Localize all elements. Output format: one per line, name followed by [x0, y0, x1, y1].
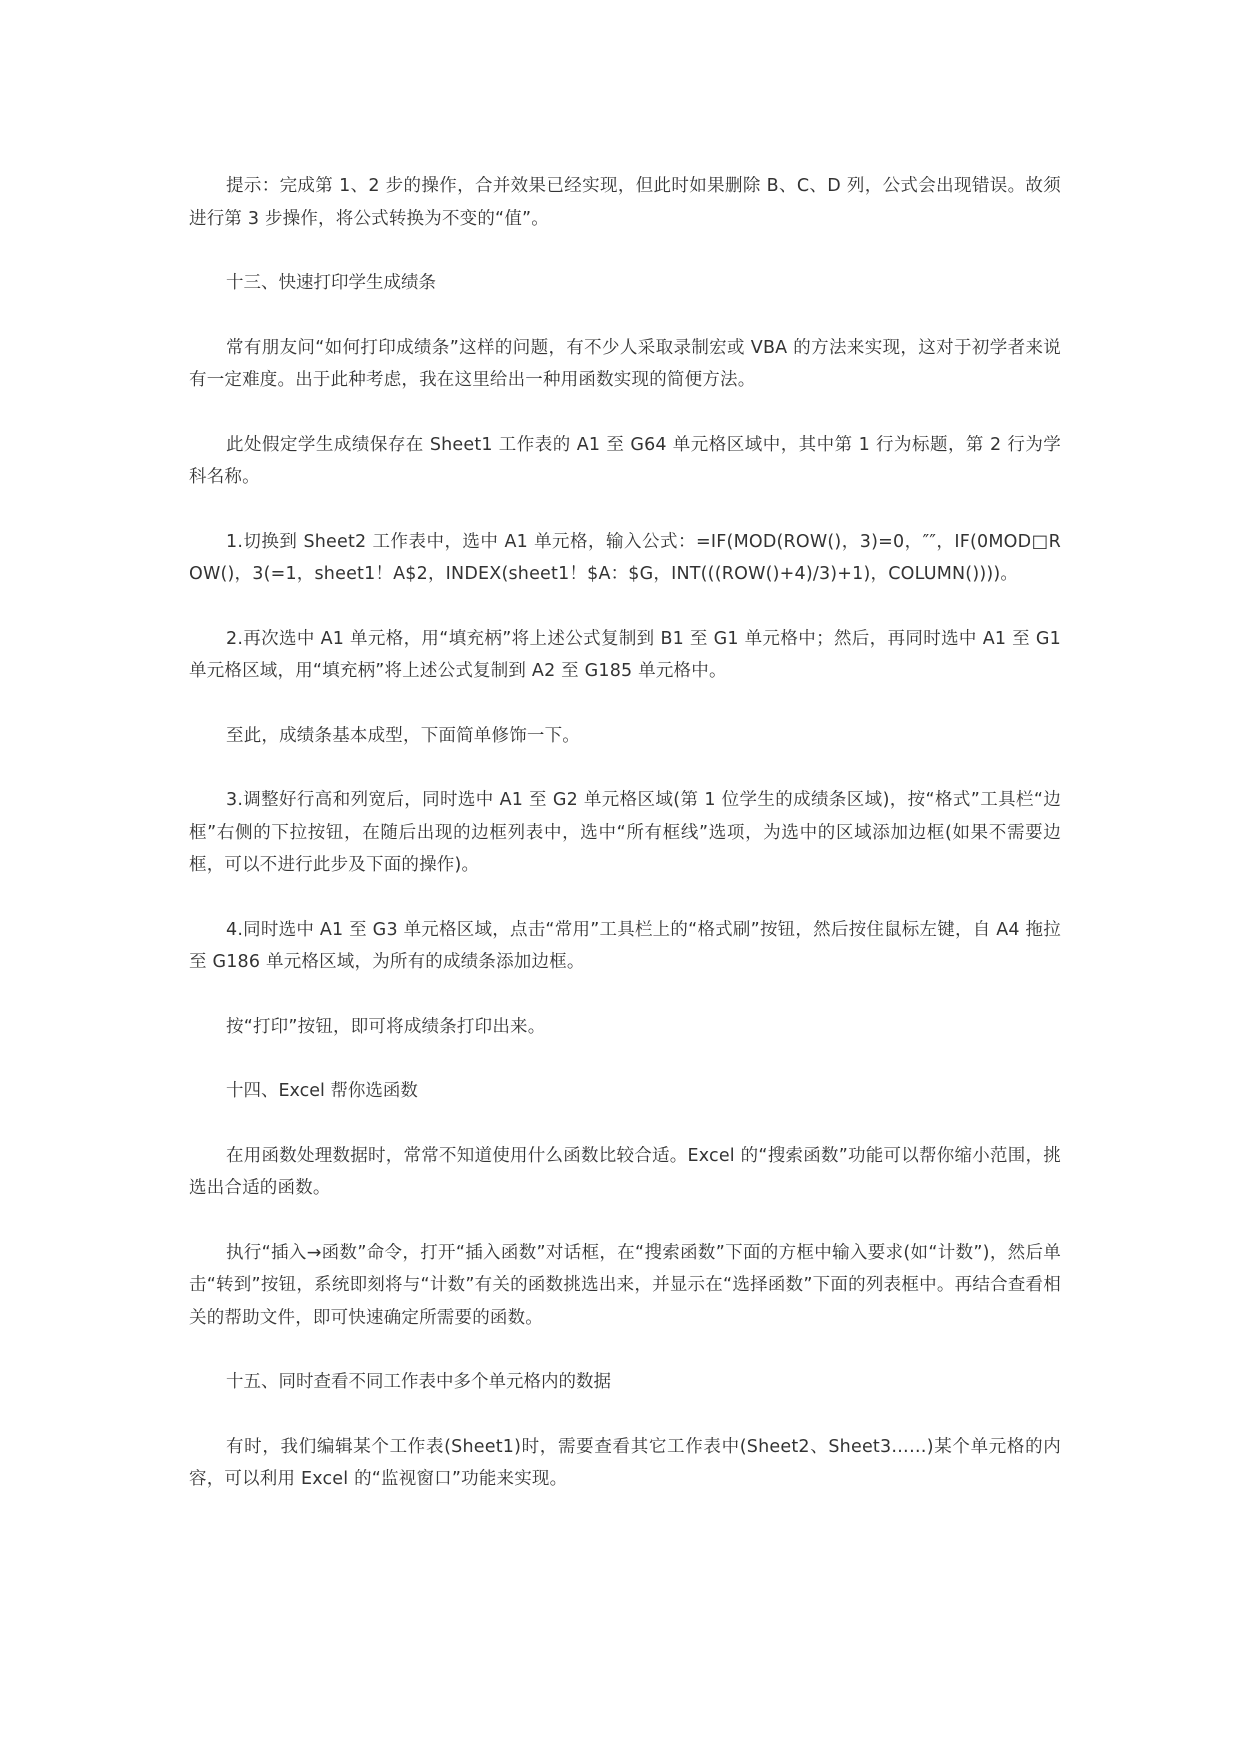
tip-paragraph: 提示：完成第 1、2 步的操作，合并效果已经实现，但此时如果删除 B、C、D 列，公式会出现错误。故须进行第 3 步操作，将公式转换为不变的“值”。	[189, 176, 1061, 229]
print-paragraph: 按“打印”按钮，即可将成绩条打印出来。	[226, 1016, 546, 1037]
shaped-paragraph: 至此，成绩条基本成型，下面简单修饰一下。	[226, 725, 580, 746]
section-13-heading: 十三、快速打印学生成绩条	[226, 273, 436, 293]
function-intro-paragraph: 在用函数处理数据时，常常不知道使用什么函数比较合适。Excel 的“搜索函数”功能可以帮你缩小范围，挑选出合适的函数。	[189, 1145, 1061, 1198]
step-3-paragraph: 3.调整好行高和列宽后，同时选中 A1 至 G2 单元格区域(第 1 位学生的成绩条区域)，按“格式”工具栏“边框”右侧的下拉按钮，在随后出现的边框列表中，选中“所有框线”选项，为选中的区域添加边框(如果不需要边框，可以不进行此步及下面的操作)。	[189, 790, 1061, 875]
step-4-paragraph: 4.同时选中 A1 至 G3 单元格区域，点击“常用”工具栏上的“格式刷”按钮，然后按住鼠标左键，自 A4 拖拉至 G186 单元格区域，为所有的成绩条添加边框。	[189, 919, 1061, 972]
watch-window-paragraph: 有时，我们编辑某个工作表(Sheet1)时，需要查看其它工作表中(Sheet2、Sheet3……)某个单元格的内容，可以利用 Excel 的“监视窗口”功能来实现。	[189, 1436, 1061, 1489]
step-2-paragraph: 2.再次选中 A1 单元格，用“填充柄”将上述公式复制到 B1 至 G1 单元格中；然后，再同时选中 A1 至 G1 单元格区域，用“填充柄”将上述公式复制到 A2 至 G185 单元格中。	[189, 628, 1061, 681]
function-steps-paragraph: 执行“插入→函数”命令，打开“插入函数”对话框，在“搜索函数”下面的方框中输入要求(如“计数”)，然后单击“转到”按钮，系统即刻将与“计数”有关的函数挑选出来，并显示在“选择函数”下面的列表框中。再结合查看相关的帮助文件，即可快速确定所需要的函数。	[189, 1242, 1061, 1328]
assumption-paragraph: 此处假定学生成绩保存在 Sheet1 工作表的 A1 至 G64 单元格区域中，其中第 1 行为标题，第 2 行为学科名称。	[189, 434, 1061, 487]
section-14-heading: 十四、Excel 帮你选函数	[226, 1081, 418, 1101]
step-1-paragraph: 1.切换到 Sheet2 工作表中，选中 A1 单元格，输入公式：=IF(MOD(ROW()，3)=0，″″，IF(0MOD□ROW()，3(=1，sheet1！A$2，INDEX(sheet1！$A：$G，INT(((ROW()+4)/3)+1)，COLUMN())))。	[189, 531, 1061, 584]
document-page	[189, 170, 1061, 1528]
section-15-heading: 十五、同时查看不同工作表中多个单元格内的数据	[226, 1372, 611, 1392]
intro-paragraph: 常有朋友问“如何打印成绩条”这样的问题，有不少人采取录制宏或 VBA 的方法来实现，这对于初学者来说有一定难度。出于此种考虑，我在这里给出一种用函数实现的简便方法。	[189, 337, 1061, 390]
